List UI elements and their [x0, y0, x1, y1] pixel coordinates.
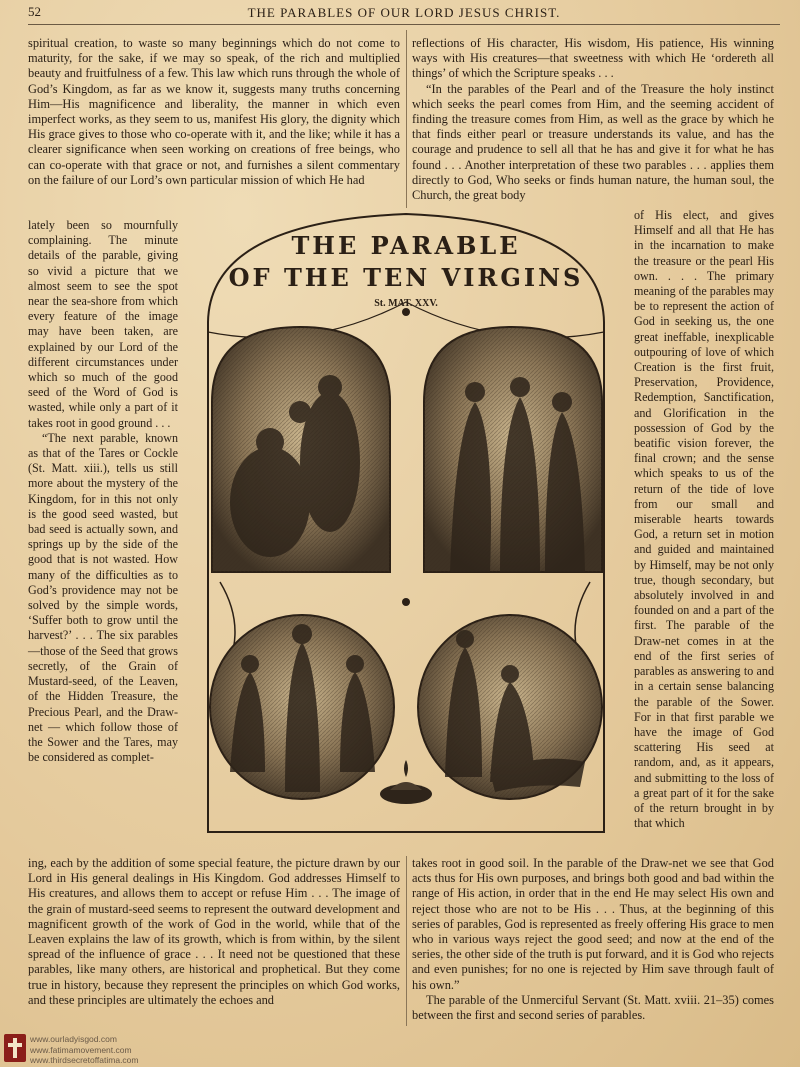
panel-top-right [424, 327, 602, 572]
left-column-narrow [28, 218, 178, 765]
illustration-title-line2: OF THE TEN VIRGINS [228, 263, 584, 292]
page-number: 52 [28, 4, 41, 19]
right-column-top [412, 36, 774, 203]
left-narrow-paragraph-1: lately been so mournfully complaining. The minute details of the parable, giving so vivid a picture that we almost seem to see the spot near the sea-shore from which every feature of the image may have been taken, are explained by our Lord of the different circumstances under which so much of the good seed of the Word of God is wasted, while only a part of it takes root in good ground . . . [28, 218, 178, 430]
running-title: THE PARABLES OF OUR LORD JESUS CHRIST. [247, 5, 561, 20]
illustration-engraving [190, 202, 622, 842]
illustration-title-line1: THE PARABLE [291, 231, 521, 260]
right-column-bottom [412, 856, 774, 1023]
illustration-ten-virgins [190, 202, 622, 842]
right-top-paragraph-2: “In the parables of the Pearl and of the Treasure the holy instinct which seeks the pearl comes from Him, and the seeming accident of finding the treasure comes from Him, as well as the grace by which he that finds either pearl or treasure understands its value, and has the courage and prudence to sell all that he has and give it for what he has found . . . Another interpretation of these two parables . . . applies them directly to God, Who seeks or finds human nature, the human soul, the Church, the great body [412, 81, 774, 203]
panel-bottom-right [418, 615, 602, 799]
right-column-narrow [634, 208, 774, 831]
right-top-paragraph-1: reflections of His character, His wisdom, His patience, His winning ways with His creatures—that sweetness with which He ‘ordereth all things’ of which the Scripture speaks . . . [412, 36, 774, 81]
cross-shield-icon [4, 1034, 26, 1062]
right-bottom-paragraph-1: takes root in good soil. In the parable of the Draw-net we see that God acts thus for His own purposes, and brings both good and bad within the range of His action, in order that in the end He may select His own and reject those who are not to be His . . . Thus, at the beginning of this series of parables, God is represented as freely offering His grace to men who in various ways reject the good seed; and now at the end of the series, the other side of the truth is put forward, and it is God who rejects and even punishes; for no one is rejected by Him save through fault of his own.” [412, 856, 774, 992]
right-narrow-paragraph: of His elect, and gives Himself and all that He has in the incarnation to make the treasure or the pearl His own. . . . The primary meaning of the parables may be to represent the action of God in seeking us, the one great ineffable, inexplicable outpouring of love of which Creation is the first fruit, Preservation, Providence, Redemption, Sanctification, and Glorification in the possession of God by the beatific vision forever, the final crown; and the sense which speaks to us of the return of the tide of love from our small and miserable hearts towards God, a return set in motion and guided and maintained by Himself, may be not only true, though secondary, but absolutely involved in and founded on and a part of the first. The parable of the Draw-net comes in at the end of the first series of parables as answering to and in a certain sense balancing the parable of the Sower. For in that first parable we have the image of God scattering His seed at random, and, as it appears, and submitting to the loss of a great part of it for the sake of the return brought in by that which [634, 208, 774, 831]
site-logo [4, 1034, 26, 1062]
left-narrow-paragraph-2: “The next parable, known as that of the Tares or Cockle (St. Matt. xiii.), tells us still more about the mystery of the Kingdom, for in this not only is the good seed wasted, but bad seed is actually sown, and springs up by the side of the good that is not wasted. How many of the difficulties as to God’s providence may not be solved by the simple words, ‘Suffer both to grow until the harvest?’ . . . The six parables—those of the Seed that grows secretly, of the Grain of Mustard-seed, of the Leaven, of the Hidden Treasure, the Precious Pearl, and the Draw-net — which follow those of the Sower and the Tares, may be considered as complet- [28, 430, 178, 765]
left-top-paragraph: spiritual creation, to waste so many beginnings which do not come to maturity, for the sake, if we may so speak, of the rich and multiplied beauty and fruitfulness of a few. This law which runs through the whole of God’s Kingdom, as far as we know it, suggests many truths concerning Him—His magnificence and liberality, the manner in which even imperfect works, as they seem to us, manifest His glory, the dignity which His grace gives to those who co-operate with it, and the like; while it has a clearer significance when seen working on creations of free beings, who can co-operate with that grace or not, and furnishes a silent commentary on the failure of our Lord’s own particular mission of which He had [28, 36, 400, 187]
footer-link-thirdsecret[interactable]: www.thirdsecretoffatima.com [30, 1055, 139, 1065]
left-column-bottom [28, 856, 400, 1008]
footer-link-fatimamovement[interactable]: www.fatimamovement.com [30, 1044, 132, 1055]
left-column-top [28, 36, 400, 188]
page-header [28, 4, 780, 25]
panel-top-left [212, 327, 390, 572]
scripture-reference: St. MAT. XXV. [374, 298, 438, 309]
footer-links [30, 1034, 139, 1066]
column-divider-bottom [406, 856, 407, 1026]
column-divider [406, 30, 407, 208]
right-bottom-paragraph-2: The parable of the Unmerciful Servant (St. Matt. xviii. 21–35) comes between the first and second series of parables. [412, 992, 774, 1023]
left-bottom-paragraph: ing, each by the addition of some special feature, the picture drawn by our Lord in His general dealings in His Kingdom. God addresses Himself to His creatures, and allows them to accept or refuse Him . . . The image of the grain of mustard-seed seems to represent the outward development and magnificent growth of the work of God in the world, while that of the Leaven explains the law of its growth, which is from within, by the silent spread of the influence of grace . . . It need not be questioned that these parables, like many others, are historical and prophetical. But they come true in history, because they represent the principles on which God works, and these principles are ultimately the echoes and [28, 856, 400, 1007]
panel-bottom-left [210, 615, 394, 799]
lamp-icon [380, 760, 432, 804]
footer-link-ourladyisgod[interactable]: www.ourladyisgod.com [30, 1034, 117, 1044]
